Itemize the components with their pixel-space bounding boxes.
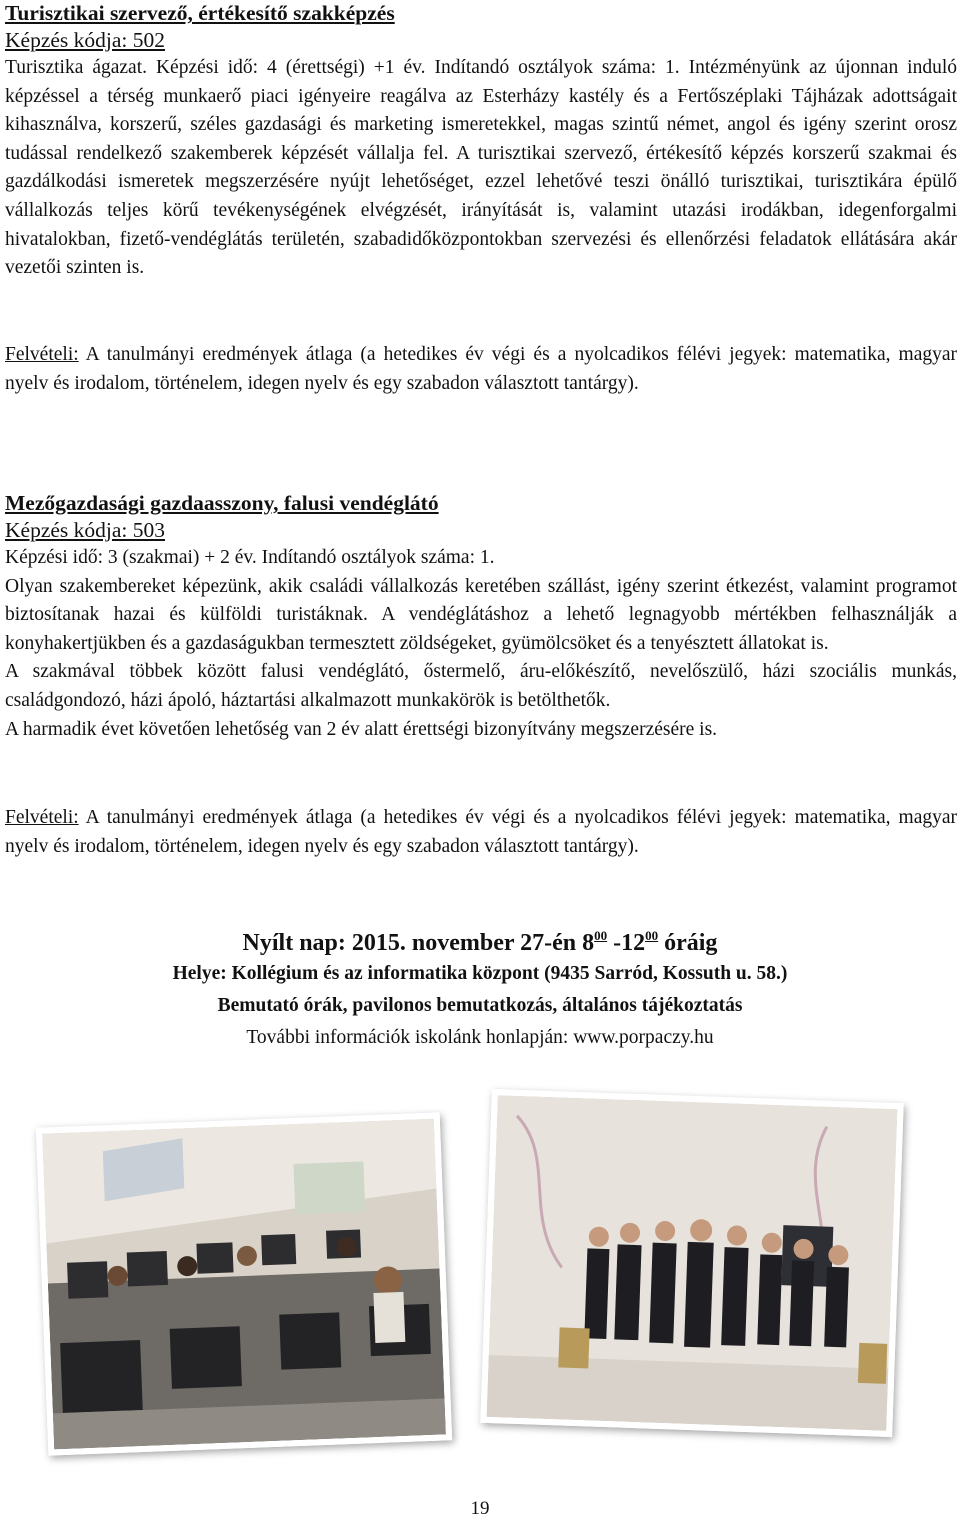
open-day-program: Bemutató órák, pavilonos bemutatkozás, általános tájékoztatás xyxy=(217,995,743,1016)
admission-tourism xyxy=(5,341,957,398)
photo-computer-lab xyxy=(36,1112,452,1455)
open-day-block xyxy=(0,928,960,1054)
admission-label: Felvételi: xyxy=(5,807,79,828)
section-title: Mezőgazdasági gazdaasszony, falusi vendéglátó xyxy=(5,491,439,515)
photo-group xyxy=(480,1089,903,1437)
open-day-title: Nyílt nap: 2015. november 27-én $8^{00}$ $-12^{00}$ óráig xyxy=(242,928,718,956)
section-title: Turisztikai szervező, értékesítő szakképzés xyxy=(5,1,395,25)
admission-text: A tanulmányi eredmények átlaga (a hetedikes év végi és a nyolcadikos félévi jegyek: matematika, magyar nyelv és irodalom, történelem, idegen nyelv és egy szabadon választott tantárgy). xyxy=(5,344,957,394)
admission-agriculture xyxy=(5,804,957,861)
training-code: Képzés kódja: 502 xyxy=(5,28,166,52)
section-tourism xyxy=(5,0,957,283)
admission-text: A tanulmányi eredmények átlaga (a hetedikes év végi és a nyolcadikos félévi jegyek: matematika, magyar nyelv és irodalom, történelem, idegen nyelv és egy szabadon választott tantárgy). xyxy=(5,807,957,857)
group-photo-image xyxy=(487,1095,898,1431)
computer-lab-image xyxy=(42,1119,446,1450)
training-code: Képzés kódja: 503 xyxy=(5,518,166,542)
section-agriculture xyxy=(5,490,957,744)
open-day-location: Helye: Kollégium és az informatika központ (9435 Sarród, Kossuth u. 58.) xyxy=(172,963,788,984)
admission-label: Felvételi: xyxy=(5,344,79,365)
duration-line: Képzési idő: 3 (szakmai) + 2 év. Indítandó osztályok száma: 1. xyxy=(5,547,495,568)
open-day-info: További információk iskolánk honlapján: www.porpaczy.hu xyxy=(246,1027,714,1048)
paragraph: A harmadik évet követően lehetőség van 2 év alatt érettségi bizonyítvány megszerzésére is. xyxy=(5,718,718,740)
paragraph: A szakmával többek között falusi vendéglátó, őstermelő, áru-előkészítő, nevelőszülő, házi szociális munkás, családgondozó, házi ápoló, háztartási alkalmazott munkakörök is betölthetők. xyxy=(5,661,957,711)
page-number: 19 xyxy=(470,1498,490,1519)
paragraph: Olyan szakembereket képezünk, akik családi vállalkozás keretében szállást, igény szerint étkezést, valamint programot biztosítanak hazai és külföldi turistáknak. A vendéglátáshoz a lehető legnagyobb mértékben felhasználják a konyhakertjükben és a gazdaságukban termesztett zöldségeket, gyümölcsöket és a tenyésztett állatokat is. xyxy=(5,575,957,654)
section-body: Turisztika ágazat. Képzési idő: 4 (érettségi) +1 év. Indítandó osztályok száma: 1. Intézményünk az újonnan induló képzéssel a térség munkaerő piaci igényeire reagálva az Esterházy kastély és a Fertőszéplaki Tájházak adottságait kihasználva, korszerű, széles gazdasági és marketing ismeretekkel, magas szintű német, angol és igény szerint orosz tudással rendelkező szakemberek képzését vállalja fel. A turisztikai szervező, értékesítő képzés korszerű szakmai és gazdálkodási ismeretek megszerzésére nyújt lehetőséget, ezzel lehetővé teszi önálló turisztikai, turisztikára épülő vállalkozás teljes körű tevékenységének elvégzését, irányítását is, valamint utazási irodákban, idegenforgalmi hivatalokban, fizető-vendéglátás területén, szabadidőközpontokban szervezési és ellenőrzési feladatok ellátására akár vezetői szinten is. xyxy=(5,57,957,279)
